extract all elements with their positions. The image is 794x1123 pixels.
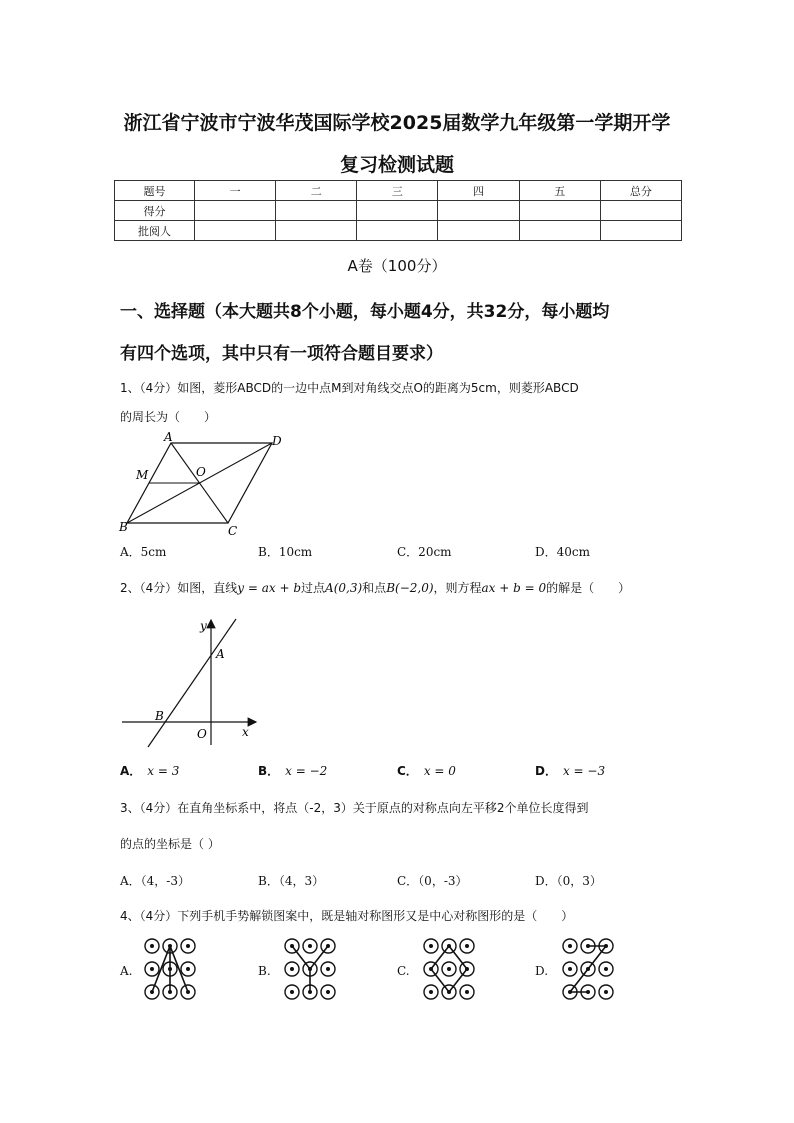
header-cell: 三: [357, 181, 438, 201]
q4-unlock-pattern-a[interactable]: [142, 936, 198, 1004]
row-label: 得分: [115, 201, 195, 221]
score-cell[interactable]: [276, 221, 357, 241]
score-cell[interactable]: [600, 201, 681, 221]
row-label: 批阅人: [115, 221, 195, 241]
q3-stem-line-1: 3、（4分）在直角坐标系中，将点（-2，3）关于原点的对称点向左平移2个单位长度得到: [120, 801, 589, 815]
unlock-node-dot: [586, 990, 590, 994]
unlock-node-dot: [168, 944, 172, 948]
q1-option-d[interactable]: D．40cm: [535, 545, 590, 559]
option-value: x = −3: [562, 764, 606, 778]
header-cell: 总分: [600, 181, 681, 201]
q2-point-b: B(−2,0): [386, 581, 434, 595]
unlock-node-dot: [308, 944, 312, 948]
q3-option-b[interactable]: B．（4，3）: [258, 874, 325, 888]
option-letter: B．: [258, 764, 280, 778]
q4-option-c-label[interactable]: C.: [397, 964, 410, 978]
option-letter: A．: [120, 764, 142, 778]
unlock-node-dot: [168, 990, 172, 994]
q4-unlock-pattern-d[interactable]: [560, 936, 616, 1004]
score-cell[interactable]: [195, 201, 276, 221]
label-c: C: [228, 524, 238, 538]
unlock-node-dot: [290, 990, 294, 994]
score-table: [114, 180, 682, 241]
unlock-node-dot: [465, 990, 469, 994]
q2-text-mid: 和点: [362, 581, 387, 595]
q1-rhombus-figure: [114, 428, 294, 540]
score-cell[interactable]: [438, 221, 519, 241]
unlock-node-dot: [308, 990, 312, 994]
volume-label: A卷（100分）: [347, 257, 447, 275]
label-m: M: [136, 468, 149, 482]
score-cell[interactable]: [519, 201, 600, 221]
header-cell: 二: [276, 181, 357, 201]
line-ab: [148, 619, 236, 747]
unlock-node-dot: [568, 944, 572, 948]
q4-option-b-label[interactable]: B.: [258, 964, 271, 978]
option-letter: C．: [397, 764, 418, 778]
unlock-node-dot: [186, 967, 190, 971]
unlock-node-dot: [326, 990, 330, 994]
label-d: D: [272, 434, 282, 448]
q4-option-d-label[interactable]: D.: [535, 964, 549, 978]
unlock-node-dot: [290, 967, 294, 971]
label-a: A: [164, 430, 173, 444]
option-value: x = −2: [285, 764, 328, 778]
unlock-node-dot: [586, 967, 590, 971]
score-cell[interactable]: [195, 221, 276, 241]
header-cell: 一: [195, 181, 276, 201]
unlock-node-dot: [429, 967, 433, 971]
q4-unlock-pattern-c[interactable]: [421, 936, 477, 1004]
q2-option-d[interactable]: [535, 762, 605, 779]
label-b: B: [155, 709, 164, 723]
q3-option-d[interactable]: D．（0，3）: [535, 874, 602, 888]
score-table-header-row: [115, 181, 682, 201]
unlock-node-dot: [604, 944, 608, 948]
q1-option-c[interactable]: C．20cm: [397, 545, 452, 559]
unlock-node-dot: [429, 944, 433, 948]
label-o: O: [197, 727, 207, 741]
unlock-node-dot: [568, 967, 572, 971]
unlock-node-dot: [447, 944, 451, 948]
unlock-node-dot: [326, 967, 330, 971]
unlock-node-dot: [150, 967, 154, 971]
unlock-node-dot: [568, 990, 572, 994]
unlock-node-dot: [465, 967, 469, 971]
header-cell: 五: [519, 181, 600, 201]
unlock-node-dot: [150, 944, 154, 948]
header-cell: 四: [438, 181, 519, 201]
section-heading-line-1: 一、选择题（本大题共8个小题，每小题4分，共32分，每小题均: [120, 302, 610, 322]
q2-text-prefix: 2、（4分）如图，直线: [120, 581, 238, 595]
unlock-node-dot: [150, 990, 154, 994]
q4-option-a-label[interactable]: A.: [120, 964, 133, 978]
score-cell[interactable]: [357, 221, 438, 241]
q3-option-c[interactable]: C．（0，-3）: [397, 874, 468, 888]
score-cell[interactable]: [600, 221, 681, 241]
score-cell[interactable]: [438, 201, 519, 221]
option-letter: D．: [535, 764, 557, 778]
label-a: A: [216, 647, 225, 661]
q3-stem-line-2: 的点的坐标是（ ）: [120, 837, 220, 851]
label-b: B: [119, 520, 128, 534]
q4-stem: 4、（4分）下列手机手势解锁图案中，既是轴对称图形又是中心对称图形的是（ ）: [120, 909, 574, 923]
q2-option-b[interactable]: [258, 762, 327, 779]
unlock-node-dot: [168, 967, 172, 971]
label-y: y: [200, 619, 207, 633]
q2-equation-line: y = ax + b: [237, 581, 302, 595]
unlock-node-dot: [604, 967, 608, 971]
label-x: x: [242, 725, 249, 739]
unlock-node-dot: [429, 990, 433, 994]
score-cell[interactable]: [357, 201, 438, 221]
q2-text-suffix: 的解是（ ）: [546, 581, 631, 595]
unlock-node-dot: [586, 944, 590, 948]
unlock-node-dot: [604, 990, 608, 994]
header-cell: 题号: [115, 181, 195, 201]
q1-option-b[interactable]: B．10cm: [258, 545, 313, 559]
score-cell[interactable]: [276, 201, 357, 221]
q1-stem-line-2: 的周长为（ ）: [120, 410, 217, 424]
option-value: x = 0: [423, 764, 456, 778]
q2-line-graph: [118, 612, 263, 752]
unlock-node-dot: [447, 990, 451, 994]
q2-text-mid: 过点: [301, 581, 326, 595]
score-table-row: [115, 221, 682, 241]
q2-text-mid: ，则方程: [433, 581, 482, 595]
q2-option-c[interactable]: [397, 762, 456, 779]
unlock-node-dot: [465, 944, 469, 948]
unlock-node-dot: [186, 990, 190, 994]
unlock-node-dot: [308, 967, 312, 971]
q2-point-a: A(0,3): [325, 581, 363, 595]
q3-option-a[interactable]: A．（4，-3）: [120, 874, 190, 888]
q2-option-a[interactable]: [120, 762, 179, 779]
option-value: x = 3: [147, 764, 180, 778]
q2-equation-target: ax + b = 0: [481, 581, 547, 595]
q2-stem: [120, 579, 630, 596]
unlock-node-dot: [326, 944, 330, 948]
unlock-node-dot: [447, 967, 451, 971]
q4-unlock-pattern-b[interactable]: [282, 936, 338, 1004]
q1-option-a[interactable]: A．5cm: [120, 545, 167, 559]
score-cell[interactable]: [519, 221, 600, 241]
unlock-node-dot: [290, 944, 294, 948]
section-heading-line-2: 有四个选项，其中只有一项符合题目要求）: [120, 344, 443, 364]
unlock-node-dot: [186, 944, 190, 948]
score-table-row: [115, 201, 682, 221]
q1-stem-line-1: 1、（4分）如图，菱形ABCD的一边中点M到对角线交点O的距离为5cm，则菱形ABCD: [120, 381, 579, 395]
exam-title-line-2: 复习检测试题: [339, 154, 454, 176]
exam-title-line-1: 浙江省宁波市宁波华茂国际学校2025届数学九年级第一学期开学: [123, 112, 671, 134]
label-o: O: [196, 465, 206, 479]
